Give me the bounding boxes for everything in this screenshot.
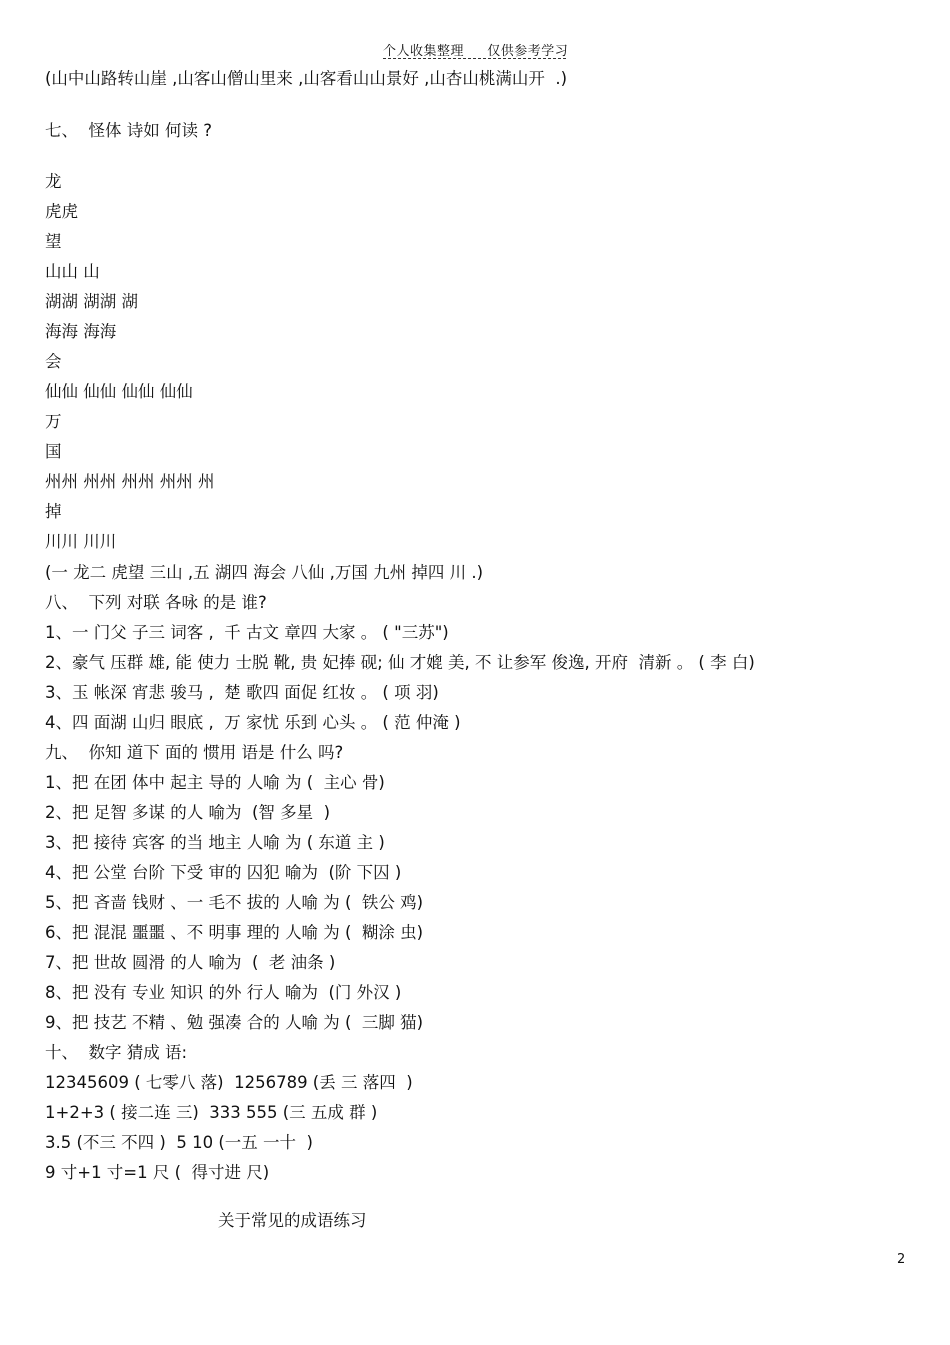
shape-poem-line: 望 — [45, 232, 62, 251]
idiom-item: 4、把 公堂 台阶 下受 审的 囚犯 喻为 (阶 下囚 ) — [45, 863, 402, 882]
number-riddle-item: 9 寸+1 寸=1 尺 ( 得寸进 尺) — [45, 1163, 270, 1182]
couplet-item: 1、一 门父 子三 词客 , 千 古文 章四 大家 。 ( "三苏") — [45, 623, 449, 642]
idiom-item: 3、把 接待 宾客 的当 地主 人喻 为 ( 东道 主 ) — [45, 833, 385, 852]
idiom-item: 2、把 足智 多谋 的人 喻为 (智 多星 ) — [45, 803, 331, 822]
page-header — [383, 40, 568, 59]
idiom-item: 9、把 技艺 不精 、勉 强凑 合的 人喻 为 ( 三脚 猫) — [45, 1013, 424, 1032]
section-heading-eight: 八、 下列 对联 各咏 的是 谁? — [45, 593, 267, 612]
shape-poem-line: 龙 — [45, 172, 62, 191]
shape-poem-answer: (一 龙二 虎望 三山 ,五 湖四 海会 八仙 ,万国 九州 掉四 川 .) — [45, 563, 484, 582]
shape-poem-line: 山山 山 — [45, 262, 100, 281]
shape-poem-line: 州州 州州 州州 州州 州 — [45, 472, 215, 491]
shape-poem-line: 虎虎 — [45, 202, 78, 221]
shape-poem-line: 国 — [45, 442, 62, 461]
number-riddle-item: 3.5 (不三 不四 ) 5 10 (一五 一十 ) — [45, 1133, 313, 1152]
number-riddle-item: 1+2+3 ( 接二连 三) 333 555 (三 五成 群 ) — [45, 1103, 378, 1122]
couplet-item: 4、四 面湖 山归 眼底 , 万 家忧 乐到 心头 。 ( 范 仲淹 ) — [45, 713, 461, 732]
shape-poem-line: 湖湖 湖湖 湖 — [45, 292, 138, 311]
header-right-text: 仅供参考学习 — [487, 44, 569, 59]
section-heading-ten: 十、 数字 猜成 语: — [45, 1043, 188, 1062]
shape-poem-line: 川川 川川 — [45, 532, 117, 551]
shape-poem-line: 海海 海海 — [45, 322, 117, 341]
page-number: 2 — [897, 1252, 906, 1267]
section-heading-seven: 七、 怪体 诗如 何读 ? — [45, 121, 212, 140]
idiom-item: 7、把 世故 圆滑 的人 喻为 ( 老 油条 ) — [45, 953, 336, 972]
idiom-item: 5、把 吝啬 钱财 、一 毛不 拔的 人喻 为 ( 铁公 鸡) — [45, 893, 424, 912]
idiom-item: 6、把 混混 噩噩 、不 明事 理的 人喻 为 ( 糊涂 虫) — [45, 923, 424, 942]
idiom-item: 1、把 在团 体中 起主 导的 人喻 为 ( 主心 骨) — [45, 773, 385, 792]
couplet-item: 3、玉 帐深 宵悲 骏马 , 楚 歌四 面促 红妆 。 ( 项 羽) — [45, 683, 439, 702]
poem-answer-line: (山中山路转山崖 ,山客山僧山里来 ,山客看山山景好 ,山杏山桃满山开 .) — [45, 69, 568, 88]
idiom-item: 8、把 没有 专业 知识 的外 行人 喻为 (门 外汉 ) — [45, 983, 402, 1002]
section-heading-nine: 九、 你知 道下 面的 惯用 语是 什么 吗? — [45, 743, 344, 762]
shape-poem-line: 仙仙 仙仙 仙仙 仙仙 — [45, 382, 193, 401]
header-left-text: 个人收集整理 — [383, 44, 465, 59]
number-riddle-item: 12345609 ( 七零八 落) 1256789 (丢 三 落四 ) — [45, 1073, 413, 1092]
shape-poem-line: 会 — [45, 352, 62, 371]
footer-title: 关于常见的成语练习 — [218, 1211, 367, 1230]
shape-poem-line: 掉 — [45, 502, 62, 521]
shape-poem-line: 万 — [45, 412, 62, 431]
header-dashed-rule — [383, 58, 566, 59]
couplet-item: 2、豪气 压群 雄, 能 使力 士脱 靴, 贵 妃捧 砚; 仙 才媲 美, 不 让参军 俊逸, 开府 清新 。 ( 李 白) — [45, 653, 755, 672]
